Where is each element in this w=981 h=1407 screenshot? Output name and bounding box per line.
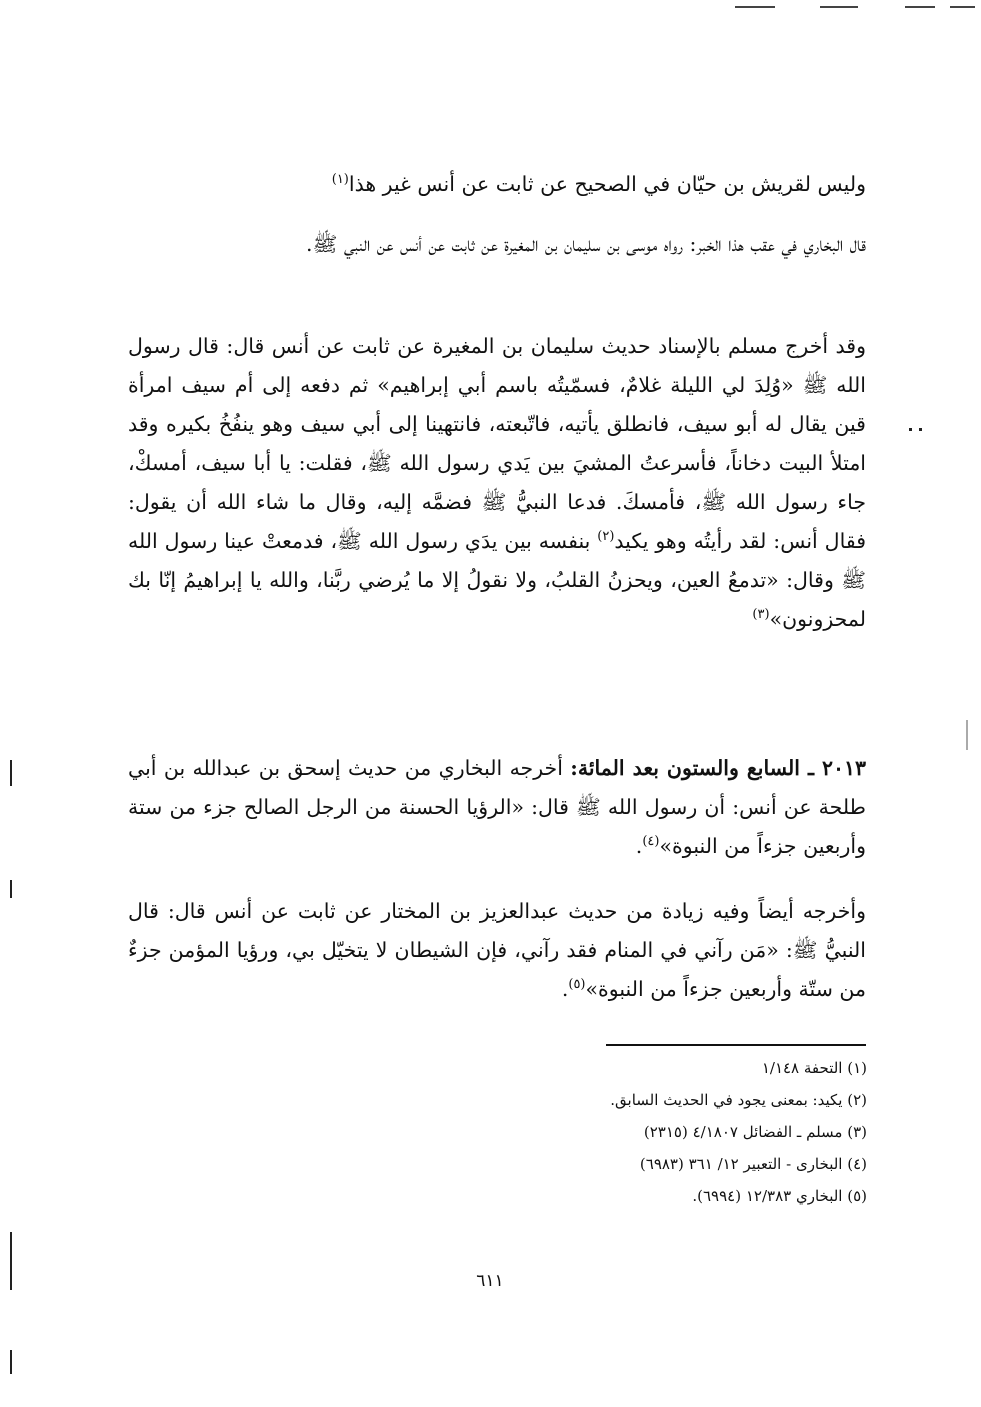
footnote-3: (٣) مسلم ـ الفضائل ٤/١٨٠٧ (٢٣١٥) [643, 1123, 867, 1141]
footnote-ref-4: (٤) [642, 834, 660, 850]
footnote-ref-3: (٣) [752, 607, 770, 623]
scan-margin-line [10, 1350, 12, 1374]
footnote-ref-5: (٥) [568, 977, 586, 993]
paragraph-5-end: . [561, 977, 569, 1001]
paragraph-2 [128, 225, 866, 264]
footnote-2: (٢) يكيد: بمعنى يجود في الحديث السابق. [610, 1091, 867, 1109]
footnotes-section [467, 1052, 867, 1212]
scan-dash-top [905, 6, 935, 8]
footnote-ref-2: (٢) [597, 529, 615, 545]
paragraph-2-text: قال البخاري في عقب هذا الخبر: رواه موسى بن سليمان بن المغيرة عن ثابت عن أنس عن النبي ﷺ. [306, 232, 866, 256]
paragraph-4-text: أخرجه البخاري من حديث إسحق بن عبدالله بن أبي طلحة عن أنس: أن رسول الله ﷺ قال: «الرؤيا الحسنة من الرجل الصالح جزء من ستة وأربعين جزءاً من النبوة» [128, 756, 866, 858]
paragraph-1-text: وليس لقريش بن حيّان في الصحيح عن ثابت عن أنس غير هذا [348, 172, 866, 196]
scan-dash-top [735, 6, 775, 8]
paragraph-3 [128, 327, 866, 639]
paragraph-5-text: وأخرجه أيضاً وفيه زيادة من حديث عبدالعزيز بن المختار عن ثابت عن أنس قال: قال النبيُّ ﷺ: «مَن رآني في المنام فقد رآني، فإن الشيطان لا يتخيّل بي، ورؤيا المؤمن جزءٌ من ستّة وأربعين جزءاً من النبوة» [128, 899, 866, 1001]
scan-margin-line [10, 760, 12, 786]
footnote-5: (٥) البخاري ١٢/٣٨٣ (٦٩٩٤). [692, 1187, 867, 1205]
scan-dot [919, 428, 922, 431]
paragraph-3-text: وقد أخرج مسلم بالإسناد حديث سليمان بن المغيرة عن ثابت عن أنس قال: قال رسول الله ﷺ «وُلِدَ لي الليلة غلامٌ، فسمّيتُه باسم أبي إبراهيم» ثم دفعه إلى أم سيف امرأة قين يقال له أبو سيف، فانطلق يأتيه، فاتّبعته، فانتهينا إلى أبي سيف وهو ينفُخُ بكيره وقد امتلأ البيت دخاناً، فأسرعتُ المشيَ بين يَدي رسول الله ﷺ، فقلت: يا أبا سيف، أمسكْ، جاء رسول الله ﷺ، فأمسكَ. فدعا النبيُّ ﷺ فضمَّه إليه، وقال ما شاء الله أن يقول: فقال أنس: لقد رأيتُه وهو يكيد [128, 334, 866, 553]
footnote-ref-1: (١) [331, 172, 349, 188]
scan-dot [966, 720, 968, 750]
scan-margin-line [10, 1232, 12, 1290]
footnote-1: (١) التحفة ١/١٤٨ [761, 1059, 867, 1077]
scan-dash-top [950, 6, 975, 8]
footnote-divider [606, 1044, 866, 1046]
scan-dash-top [820, 6, 858, 8]
scan-dot [909, 428, 912, 431]
paragraph-3-continuation: بنفسه بين يدَي رسول الله ﷺ، فدمعتْ عينا رسول الله ﷺ وقال: «تدمعُ العين، ويحزنُ القلبُ، ولا نقولُ إلا ما يُرضي ربَّنا، والله يا إبراهيمُ إنّا بك لمحزونون» [128, 529, 866, 631]
paragraph-5 [128, 892, 866, 1009]
paragraph-4-end: . [635, 834, 643, 858]
hadith-number-heading: ٢٠١٣ ـ السابع والستون بعد المائة: [570, 756, 866, 780]
paragraph-1 [128, 165, 866, 204]
scan-margin-line [10, 880, 12, 898]
footnote-4: (٤) البخارى - التعبير ١٢/ ٣٦١ (٦٩٨٣) [639, 1155, 867, 1173]
page-number: ٦١١ [476, 1271, 504, 1291]
paragraph-4 [128, 749, 866, 866]
